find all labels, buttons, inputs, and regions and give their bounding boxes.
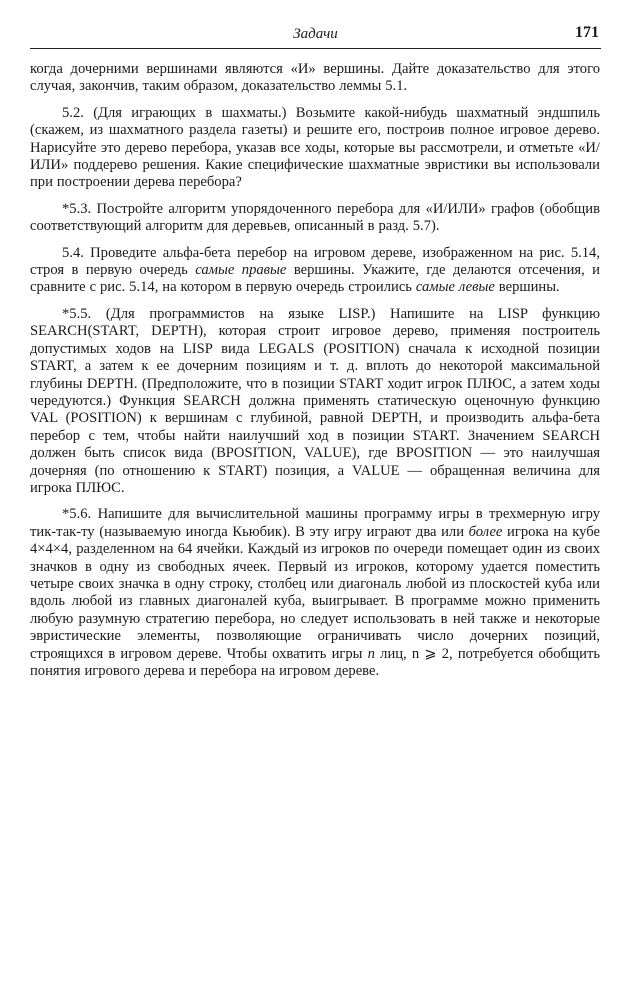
exercise-number: *5.6. <box>62 506 92 523</box>
exercise-text-middle: вершины. Укажите, где делаются отсечения, и сравните с рис. 5.14, на котором в первую очередь строились <box>30 262 600 296</box>
emphasis-more: более <box>468 523 503 540</box>
exercise-number: *5.3. <box>62 200 92 217</box>
paragraph-continuation <box>30 61 600 96</box>
emphasis-leftmost: самые левые <box>415 279 495 296</box>
exercise-text-before: Напишите для вычислительной машины программу игры в трехмерную игру тик-так-ту (называемую иногда Кьюбик). В эту игру играют два или <box>30 506 601 540</box>
exercise-5-5 <box>30 306 600 497</box>
header-title: Задачи <box>293 26 338 42</box>
exercise-5-4 <box>30 245 600 297</box>
exercise-number: 5.4. <box>62 244 84 261</box>
exercise-text-middle: игрока на кубе 4×4×4, разделенном на 64 ячейки. Каждый из игроков по очереди помещает один из своих значков в одну из свободных ячеек. Первый из игроков, которому удается поместить четыре своих значка в одну строку, столбец или диагональ любой из плоскостей куба или вдоль любой из главных диагоналей куба, выигрывает. В программе можно применить любую разумную стратегию перебора, но следует использовать в ней также и некоторые эвристические элементы, позволяющие ограничивать число дочерних позиций, строящихся в игровом дереве. Чтобы охватить игры <box>30 523 600 662</box>
exercise-5-6 <box>30 506 600 680</box>
exercise-text: Постройте алгоритм упорядоченного перебора для «И/ИЛИ» графов (обобщив соответствующий алгоритм для деревьев, описанный в разд. 5.7). <box>30 200 600 235</box>
running-header <box>30 22 601 49</box>
emphasis-n: n <box>367 645 375 662</box>
exercise-number: 5.2. <box>62 104 84 121</box>
exercise-text-after: вершины. <box>498 279 560 296</box>
exercise-text-before: Проведите альфа-бета перебор на игровом дереве, изображенном на рис. 5.14, строя в первую очередь <box>30 244 601 279</box>
exercise-5-2 <box>30 105 600 192</box>
page-number: 171 <box>575 24 599 41</box>
exercise-text: (Для программистов на языке LISP.) Напишите на LISP функцию SEARCH(START, DEPTH), которая строит игровое дерево, применяя построитель допустимых ходов на LISP вида LEGALS (POSITION) сначала к исходной позиции START, а затем к ее дочерним позициям и т. д. вплоть до некоторой максимальной глубины DEPTH. (Предположите, что в позиции START ходит игрок ПЛЮС, а затем ходы чередуются.) Функция SEARCH должна применять статическую оценочную функцию VAL (POSITION) к вершинам с глубиной, равной DEPTH, и производить альфа-бета перебор с тем, чтобы найти наилучший ход в позиции START. Значением SEARCH должен быть список вида (BPOSITION, VALUE), где BPOSITION — это наилучшая дочерняя (по отношению к START) позиция, а VALUE — обращенная величина для игрока ПЛЮС. <box>30 305 600 496</box>
page-body <box>30 61 600 689</box>
emphasis-rightmost: самые правые <box>195 262 287 279</box>
paragraph-text: когда дочерними вершинами являются «И» вершины. Дайте доказательство для этого случая, закончив, таким образом, доказательство леммы 5.1. <box>30 61 600 95</box>
exercise-number: *5.5. <box>62 305 92 322</box>
exercise-text: (Для играющих в шахматы.) Возьмите какой-нибудь шахматный эндшпиль (скажем, из шахматного раздела газеты) и решите его, построив полное игровое дерево. Нарисуйте это дерево перебора, указав все ходы, которые вы рассмотрели, и отметьте «И/ИЛИ» поддерево решения. Какие специфические шахматные эвристики вы использовали при построении дерева перебора? <box>30 104 600 191</box>
exercise-text-after: лиц, n ⩾ 2, потребуется обобщить понятия игрового дерева и перебора на игровом дереве. <box>30 645 601 679</box>
exercise-5-3 <box>30 201 600 236</box>
